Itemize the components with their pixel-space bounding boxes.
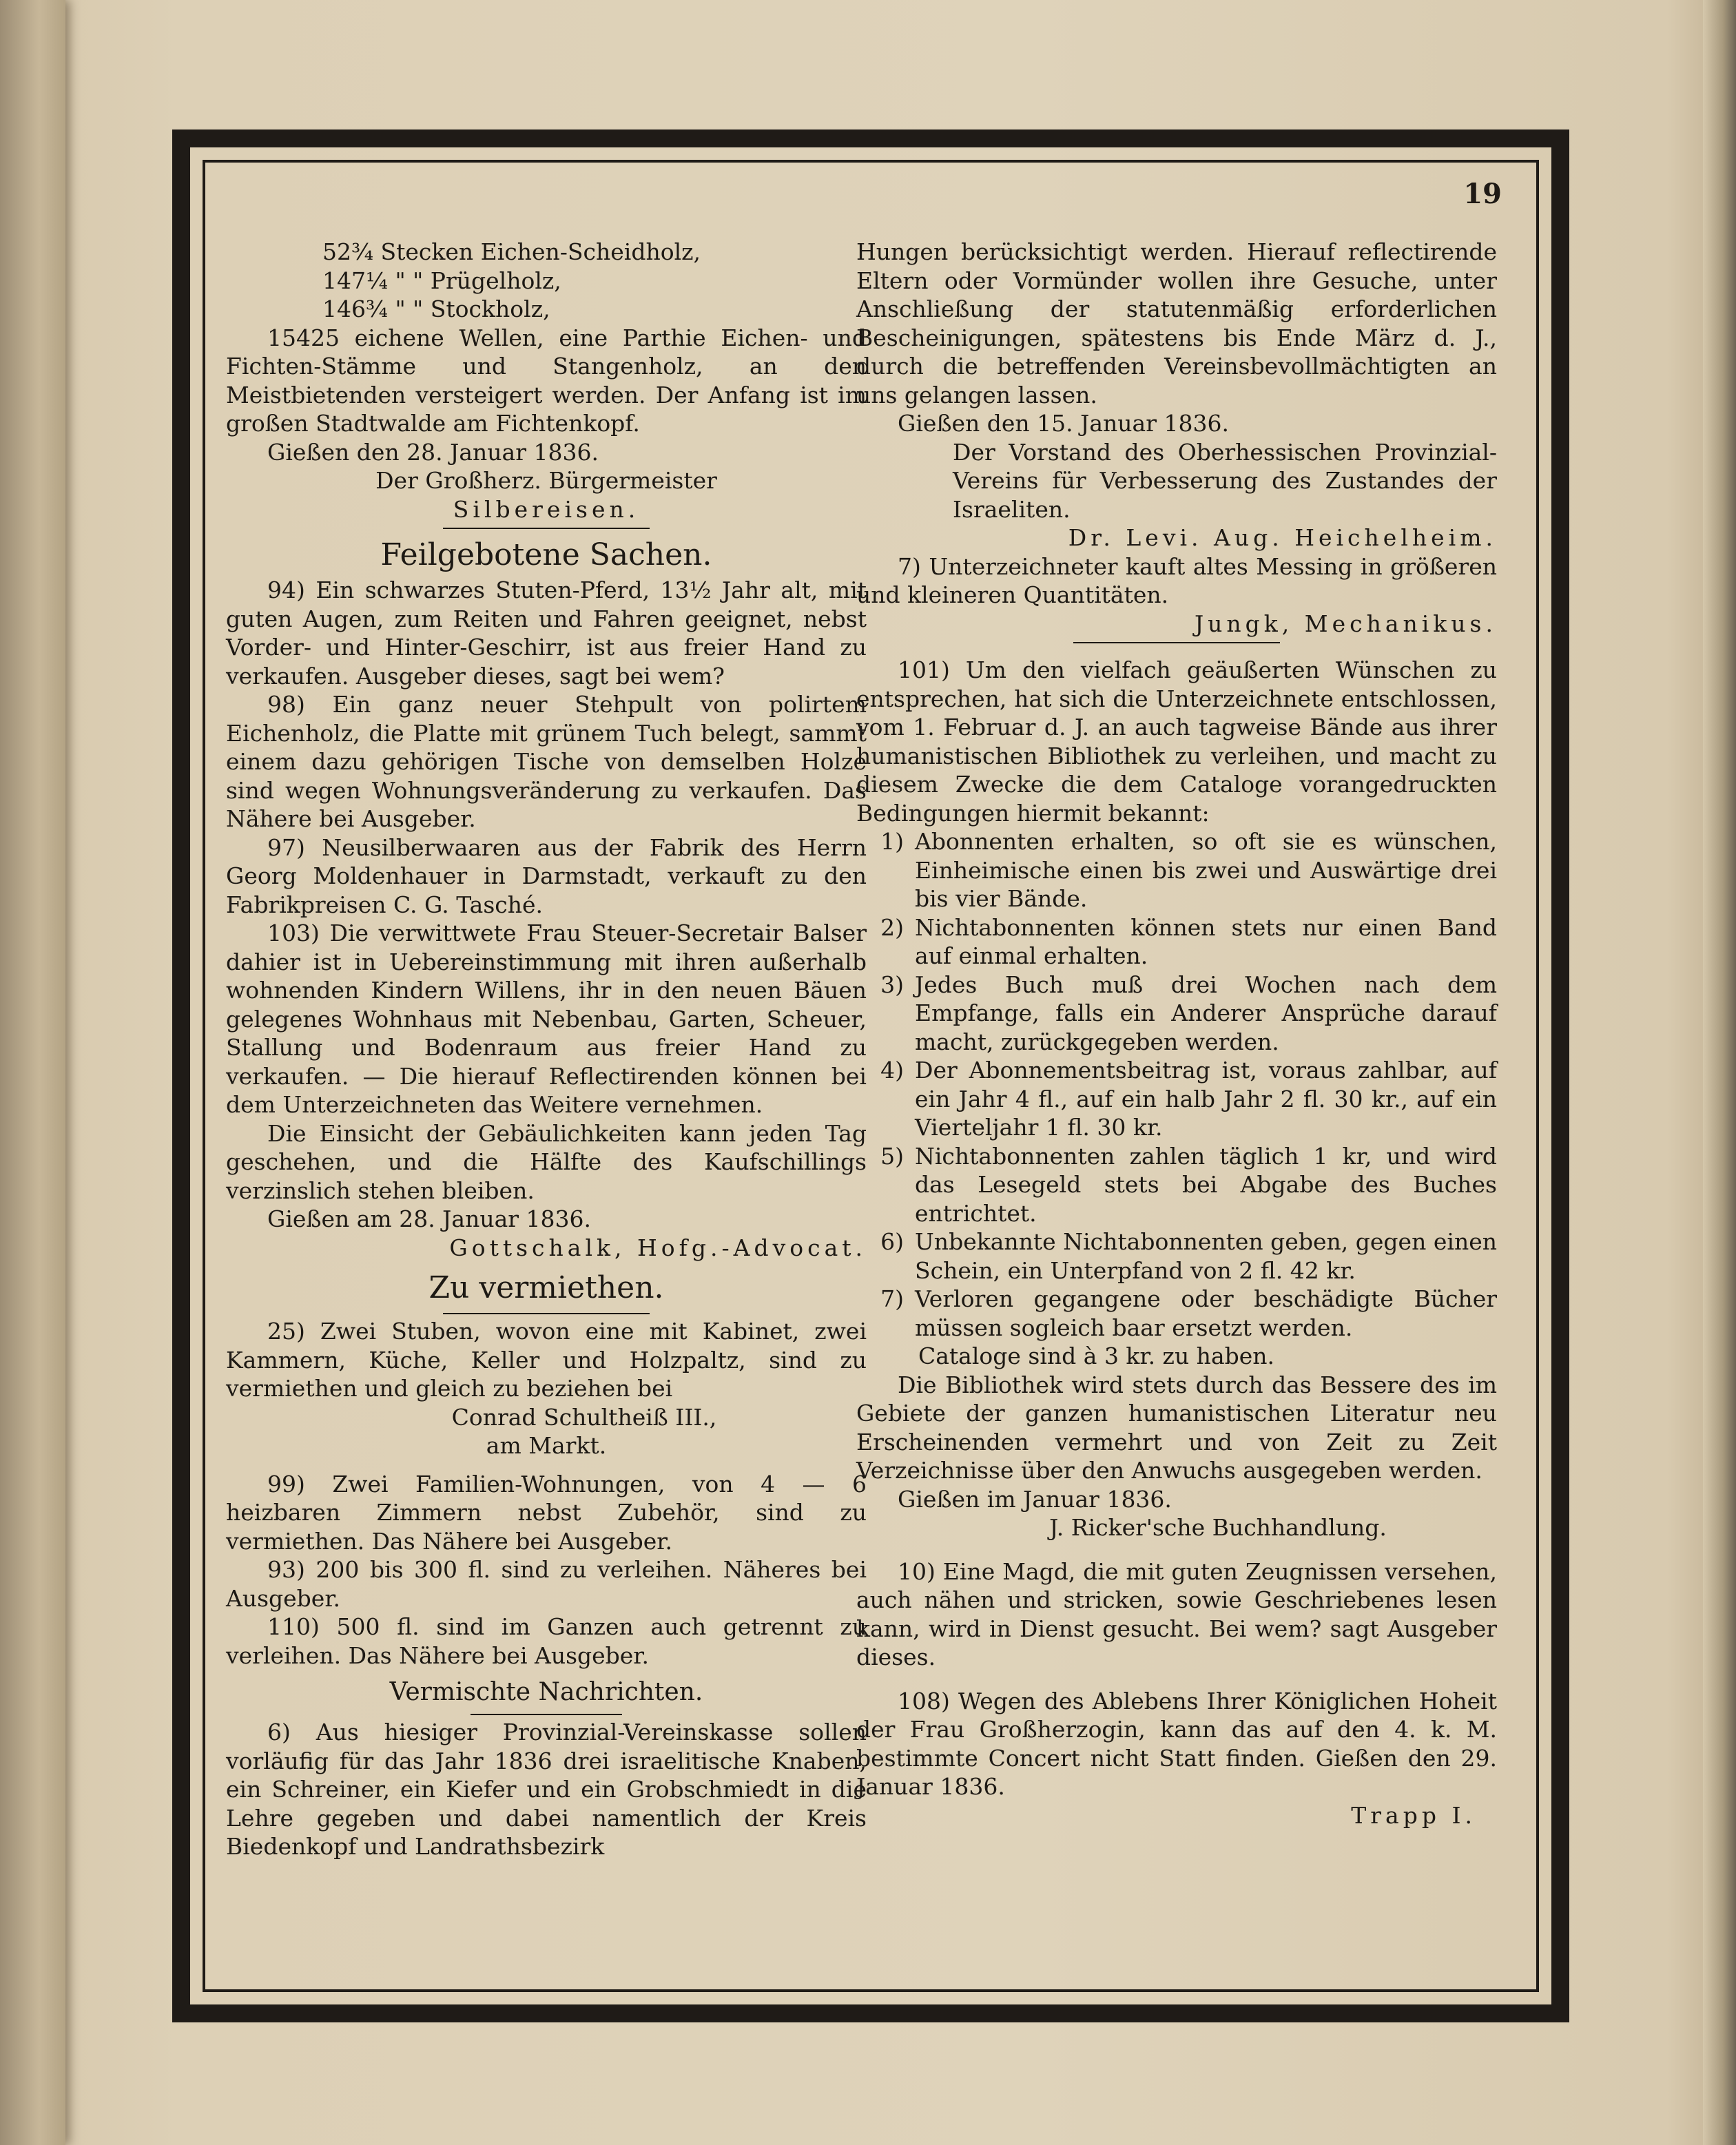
ad-101-more: Die Bibliothek wird stets durch das Bessere des im Gebiete der ganzen humanistischen Literatur neu Erscheinenden vermehrt und von Zeit zu Zeit Verzeichnisse über den Anwuchs ausgegeben werden.: [856, 1371, 1497, 1484]
ad-101-signer: J. Ricker'sche Buchhandlung.: [1049, 1514, 1387, 1541]
library-rule-1: 1) Abonnenten erhalten, so oft sie es wünschen, Einheimische einen bis zwei und Auswärtige drei bis vier Bände.: [880, 828, 1497, 912]
ad-6: 6) Aus hiesiger Provinzial-Vereinskasse sollen vorläufig für das Jahr 1836 drei israelitische Knaben, ein Schreiner, ein Kiefer und ein Grobschmiedt in die Lehre gegeben und dabei namentlich der Kreis Biedenkopf und Landrathsbezirk: [226, 1719, 867, 1860]
left-column: [226, 238, 867, 1861]
wood-signer-name: Silbereisen.: [453, 495, 640, 523]
ad-108-signer: Trapp I.: [1351, 1801, 1476, 1829]
library-rule-2: 2) Nichtabonnenten können stets nur einen Band auf einmal erhalten.: [880, 913, 1497, 969]
ad-25-signer-place: am Markt.: [486, 1432, 607, 1459]
ad-99: 99) Zwei Familien-Wohnungen, von 4 — 6 heizbaren Zimmern nebst Zubehör, sind zu vermiethen. Das Nähere bei Ausgeber.: [226, 1470, 867, 1555]
library-rule-7: 7) Verloren gegangene oder beschädigte Bücher müssen sogleich baar ersetzt werden.: [880, 1285, 1497, 1341]
ad-93: 93) 200 bis 300 fl. sind zu verleihen. Näheres bei Ausgeber.: [226, 1556, 867, 1612]
ad-103-date: Gießen am 28. Januar 1836.: [267, 1205, 592, 1232]
right-column: [856, 238, 1497, 1830]
ad-103-signer: Gottschalk, Hofg.-Advocat.: [449, 1234, 867, 1261]
ad-7-signer: Jungk, Mechanikus.: [1194, 610, 1497, 637]
library-rule-3: 3) Jedes Buch muß drei Wochen nach dem Empfange, falls ein Anderer Ansprüche darauf macht, zurückgegeben werden.: [880, 971, 1497, 1055]
wood-line-3: 146¾ " " Stockholz,: [322, 296, 550, 322]
heading-underline: [443, 1313, 650, 1314]
library-rule-4: 4) Der Abonnementsbeitrag ist, voraus zahlbar, auf ein Jahr 4 fl., auf ein halb Jahr 2 fl. 30 kr., auf ein Vierteljahr 1 fl. 30 kr.: [880, 1057, 1497, 1141]
ad-101: 101) Um den vielfach geäußerten Wünschen zu entsprechen, hat sich die Unterzeichnete entschlossen, vom 1. Februar d. J. an auch tagweise Bände aus ihrer humanistischen Bibliothek zu verleihen, und macht zu diesem Zwecke die dem Cataloge vorangedruckten Bedingungen hiermit bekannt:: [856, 656, 1497, 827]
section-divider: [443, 528, 650, 529]
ad-101-catalog: Cataloge sind à 3 kr. zu haben.: [918, 1343, 1275, 1369]
ad-10: 10) Eine Magd, die mit guten Zeugnissen versehen, auch nähen und stricken, sowie Geschriebenes lesen kann, wird in Dienst gesucht. Bei wem? sagt Ausgeber dieses.: [856, 1557, 1497, 1670]
ad-97: 97) Neusilberwaaren aus der Fabrik des Herrn Georg Moldenhauer in Darmstadt, verkauft zu den Fabrikpreisen C. G. Tasché.: [226, 833, 867, 918]
wood-line-1: 52¾ Stecken Eichen-Scheidholz,: [322, 238, 701, 265]
ad-108: 108) Wegen des Ablebens Ihrer Königlichen Hoheit der Frau Großherzogin, kann das auf den 4. k. M. bestimmte Concert nicht Statt finden. Gießen den 29. Januar 1836.: [856, 1687, 1497, 1800]
wood-line-2: 147¼ " " Prügelholz,: [322, 267, 561, 294]
wood-auction-date: Gießen den 28. Januar 1836.: [267, 438, 599, 466]
wood-auction-text: 15425 eichene Wellen, eine Parthie Eichen- und Fichten-Stämme und Stangenholz, an den Meistbietenden versteigert werden. Der Anfang ist im großen Stadtwalde am Fichtenkopf.: [226, 324, 867, 437]
ad-6-signer: Der Vorstand des Oberhessischen Provinzial-Vereins für Verbesserung des Zustandes der Israeliten.: [953, 438, 1497, 523]
ad-94: 94) Ein schwarzes Stuten-Pferd, 13½ Jahr alt, mit guten Augen, zum Reiten und Fahren geeignet, nebst Vorder- und Hinter-Geschirr, ist aus freier Hand zu verkaufen. Ausgeber dieses, sagt bei wem?: [226, 577, 867, 690]
section-divider: [1073, 642, 1280, 643]
heading-for-rent: Zu vermiethen.: [428, 1270, 664, 1305]
ad-25-signer: Conrad Schultheiß III.,: [451, 1403, 717, 1431]
library-rule-6: 6) Unbekannte Nichtabonnenten geben, gegen einen Schein, ein Unterpfand von 2 fl. 42 kr.: [880, 1228, 1497, 1284]
ad-6-date: Gießen den 15. Januar 1836.: [898, 410, 1229, 437]
ad-6-continued: Hungen berücksichtigt werden. Hierauf reflectirende Eltern oder Vormünder wollen ihre Gesuche, unter Anschließung der statutenmäßig erforderlichen Bescheinigungen, spätestens bis Ende März d. J., durch die betreffenden Vereinsbevollmächtigten an uns gelangen lassen.: [856, 238, 1497, 408]
ad-103: 103) Die verwittwete Frau Steuer-Secretair Balser dahier ist in Uebereinstimmung mit ihren außerhalb wohnenden Kindern Willens, ihr in den neuen Bäuen gelegenes Wohnhaus mit Nebenbau, Garten, Scheuer, Stallung und Bodenraum aus freier Hand zu verkaufen. — Die hierauf Reflectirenden können bei dem Unterzeichneten das Weitere vernehmen.: [226, 920, 867, 1118]
heading-offered-goods: Feilgebotene Sachen.: [380, 537, 712, 572]
ad-98: 98) Ein ganz neuer Stehpult von polirtem Eichenholz, die Platte mit grünem Tuch belegt, sammt einem dazu gehörigen Tische von demselben Holze sind wegen Wohnungsveränderung zu verkaufen. Das Nähere bei Ausgeber.: [226, 691, 867, 832]
library-rule-5: 5) Nichtabonnenten zahlen täglich 1 kr, und wird das Lesegeld stets bei Abgabe des Buches entrichtet.: [880, 1142, 1497, 1227]
ad-6-names: Dr. Levi. Aug. Heichelheim.: [1068, 524, 1497, 551]
heading-misc-news: Vermischte Nachrichten.: [389, 1678, 703, 1706]
page-number: 19: [1463, 178, 1502, 210]
previous-page-edge: [0, 0, 65, 2145]
ad-7: 7) Unterzeichneter kauft altes Messing in größeren und kleineren Quantitäten.: [856, 552, 1497, 608]
heading-underline: [471, 1714, 622, 1715]
wood-signer-title: Der Großherz. Bürgermeister: [375, 467, 717, 494]
page-right-edge: [1703, 0, 1736, 2145]
ad-101-date: Gießen im Januar 1836.: [898, 1485, 1172, 1513]
ad-103-continued: Die Einsicht der Gebäulichkeiten kann jeden Tag geschehen, und die Hälfte des Kaufschillings verzinslich stehen bleiben.: [226, 1119, 867, 1204]
ad-110: 110) 500 fl. sind im Ganzen auch getrennt zu verleihen. Das Nähere bei Ausgeber.: [226, 1613, 867, 1669]
ad-25: 25) Zwei Stuben, wovon eine mit Kabinet, zwei Kammern, Küche, Keller und Holzpaltz, sind zu vermiethen und gleich zu beziehen bei: [226, 1318, 867, 1402]
